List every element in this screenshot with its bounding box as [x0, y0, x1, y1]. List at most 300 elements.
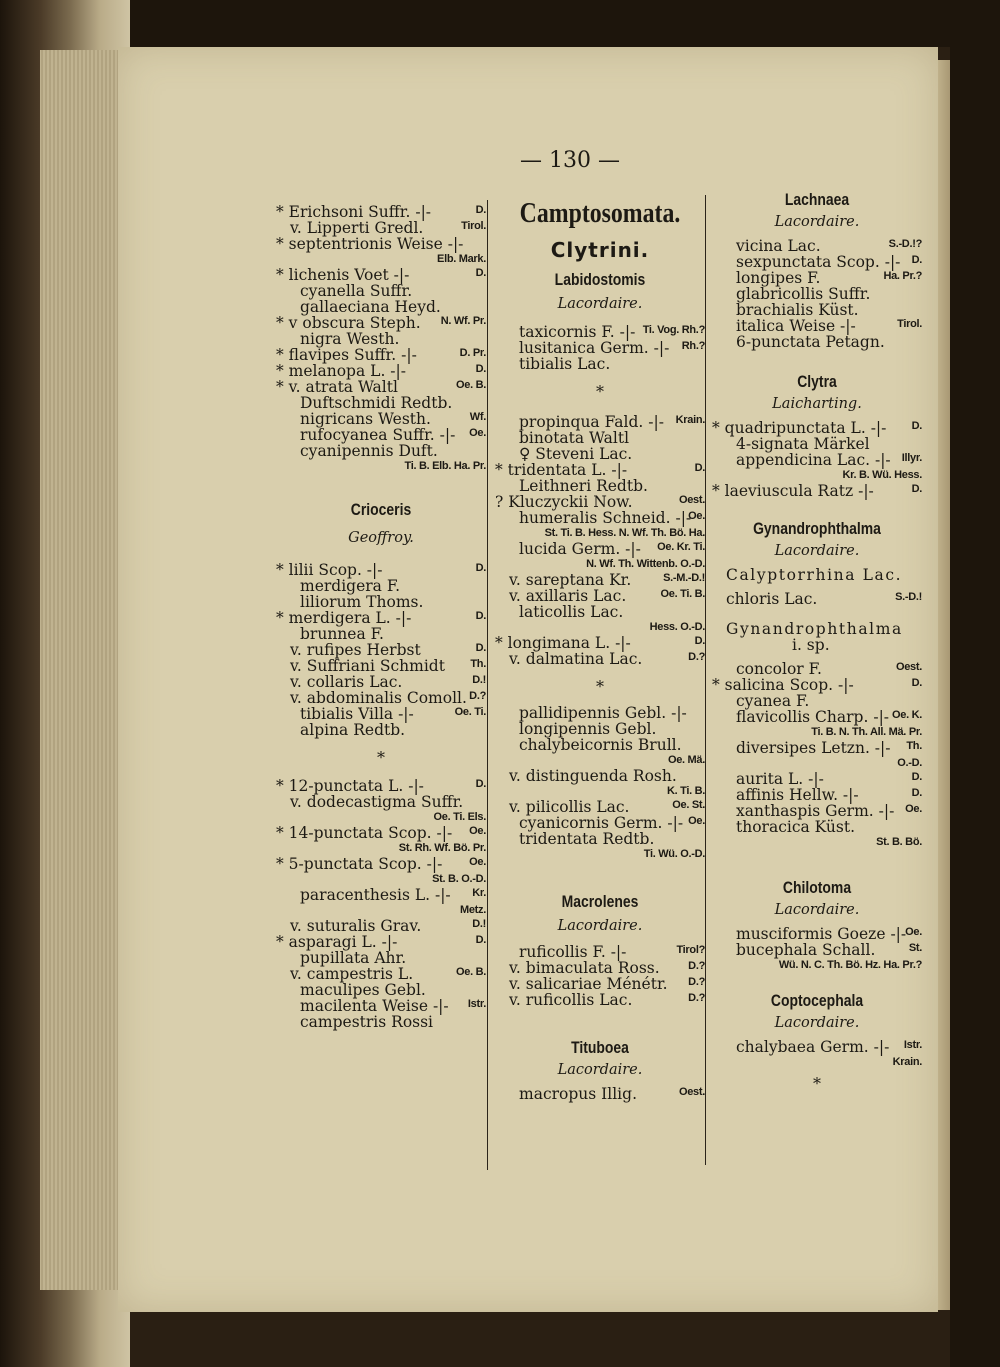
page-number: — 130 — — [520, 148, 620, 173]
column-3 — [712, 190, 922, 1092]
page-edge — [938, 60, 950, 1310]
species-name: cyanea F. — [736, 692, 810, 710]
locality: Wf. — [469, 411, 486, 423]
species-list — [712, 238, 922, 350]
species-name: glabricollis Suffr. — [736, 285, 871, 303]
locality: D.? — [688, 960, 705, 972]
list-item — [495, 721, 705, 737]
list-item — [712, 803, 922, 819]
species-name: macilenta Weise -|- — [300, 997, 449, 1015]
genus-heading: Macrolenes — [561, 892, 639, 911]
species-name: v. axillaris Lac. — [509, 587, 627, 605]
locality: D. — [475, 934, 486, 946]
species-name: * merdigera L. -|- — [276, 609, 412, 627]
species-name: longipes F. — [736, 269, 821, 287]
locality: S.-M.-D.! — [663, 572, 705, 584]
species-name: chalybaea Germ. -|- — [736, 1038, 890, 1056]
species-name: pallidipennis Gebl. -|- — [519, 704, 687, 722]
locality: Tirol. — [897, 318, 922, 330]
species-name: alpina Redtb. — [300, 721, 406, 739]
species-name: laticollis Lac. — [519, 603, 624, 621]
species-name: cyanipennis Duft. — [300, 442, 438, 460]
list-item — [276, 578, 486, 594]
section-separator: * — [596, 382, 604, 401]
locality: D. — [911, 254, 922, 266]
section-title: Camptosomata. — [519, 198, 681, 229]
list-item — [495, 705, 705, 721]
species-name: * longimana L. -|- — [495, 634, 631, 652]
species-name: appendicina Lac. -|- — [736, 451, 891, 469]
species-name: musciformis Goeze -|- — [736, 925, 907, 943]
species-name: campestris Rossi — [300, 1013, 434, 1031]
locality: St. Rh. Wf. Bö. Pr. — [398, 842, 486, 854]
list-item — [276, 267, 486, 283]
species-list — [276, 204, 486, 474]
locality: D.! — [472, 674, 486, 686]
background-top — [0, 0, 1000, 47]
list-item — [712, 771, 922, 787]
list-item — [495, 414, 705, 430]
list-item — [276, 825, 486, 841]
species-name: v. collaris Lac. — [290, 673, 403, 691]
list-item: Gynandrophthalma — [726, 620, 903, 638]
species-name: Leithneri Redtb. — [519, 477, 648, 495]
locality: D. — [911, 677, 922, 689]
locality: Oest. — [678, 1086, 705, 1098]
species-name: chloris Lac. — [726, 590, 818, 608]
list-item — [712, 942, 922, 958]
list-item — [495, 340, 705, 356]
locality: Hess. O.-D. — [649, 621, 705, 633]
genus-heading: Chilotoma — [782, 878, 852, 897]
list-item — [712, 318, 922, 334]
list-item — [276, 674, 486, 690]
locality: Ti. Vog. Rh.? — [642, 324, 705, 336]
list-item — [712, 591, 922, 607]
genus-heading: Lachnaea — [784, 190, 850, 209]
list-item — [712, 238, 922, 254]
species-name: ruficollis F. -|- — [519, 943, 627, 961]
list-item — [495, 737, 705, 753]
species-list — [712, 1039, 922, 1070]
list-item — [712, 452, 922, 468]
list-item — [495, 510, 705, 526]
column-rule-2 — [705, 195, 706, 1165]
locality: D. — [475, 363, 486, 375]
species-name: v. bimaculata Ross. — [509, 959, 660, 977]
species-name: v. rufipes Herbst — [290, 641, 421, 659]
locality: Kr. — [472, 887, 486, 899]
genus-author: Lacordaire. — [557, 918, 643, 934]
locality: D. — [475, 204, 486, 216]
species-name: sexpunctata Scop. -|- — [736, 253, 901, 271]
species-name: brachialis Küst. — [736, 301, 859, 319]
species-name: * salicina Scop. -|- — [712, 676, 854, 694]
species-name: lusitanica Germ. -|- — [519, 339, 670, 357]
genus-author: Lacordaire. — [774, 543, 860, 559]
list-item — [712, 436, 922, 452]
species-name: * quadripunctata L. -|- — [712, 419, 887, 437]
list-item — [712, 1039, 922, 1055]
species-name: aurita L. -|- — [736, 770, 824, 788]
species-name: merdigera F. — [300, 577, 401, 595]
locality: Oe. Ti. — [454, 706, 486, 718]
genus-heading: Tituboea — [571, 1038, 629, 1057]
genus-heading: Crioceris — [350, 500, 412, 519]
species-name: 4-signata Märkel — [736, 435, 870, 453]
species-name: * septentrionis Weise -|- — [276, 235, 464, 253]
locality: Oe. — [469, 856, 486, 868]
list-item — [712, 270, 922, 286]
locality: Oe. B. — [456, 379, 486, 391]
locality: D.? — [688, 992, 705, 1004]
locality: Kr. B. Wü. Hess. — [842, 469, 922, 481]
species-name: chalybeicornis Brull. — [519, 736, 682, 754]
list-item — [276, 443, 486, 459]
column-rule-1 — [487, 200, 488, 1170]
list-item — [276, 395, 486, 411]
list-item — [276, 220, 486, 236]
list-item — [495, 356, 705, 372]
locality: Oe. Kr. Ti. — [657, 541, 705, 553]
list-item — [495, 324, 705, 340]
list-item — [712, 819, 922, 835]
list-item — [712, 420, 922, 436]
list-item — [495, 799, 705, 815]
species-name: brunnea F. — [300, 625, 384, 643]
list-item — [276, 315, 486, 331]
locality: D.? — [469, 690, 486, 702]
species-name: rufocyanea Suffr. -|- — [300, 426, 456, 444]
list-item — [712, 677, 922, 693]
background-right — [950, 0, 1000, 1367]
species-name: * lilii Scop. -|- — [276, 561, 383, 579]
species-name: v. ruficollis Lac. — [509, 991, 633, 1009]
species-name: tibialis Villa -|- — [300, 705, 414, 723]
list-item — [495, 635, 705, 651]
species-name: longipennis Gebl. — [519, 720, 657, 738]
list-item — [276, 204, 486, 220]
species-name: cyanella Suffr. — [300, 282, 413, 300]
list-item — [495, 831, 705, 847]
species-name: v. Suffriani Schmidt — [290, 657, 445, 675]
locality: Oe. — [469, 825, 486, 837]
genus-author: Lacordaire. — [557, 296, 643, 312]
species-name: liliorum Thoms. — [300, 593, 424, 611]
list-item — [276, 998, 486, 1014]
species-name: * lichenis Voet -|- — [276, 266, 410, 284]
species-name: flavicollis Charp. -|- — [736, 708, 890, 726]
locality: Oe. Ti. Els. — [433, 811, 486, 823]
species-name: gallaeciana Heyd. — [300, 298, 441, 316]
species-name: v. abdominalis Comoll. — [290, 689, 467, 707]
list-item — [276, 562, 486, 578]
list-item — [276, 950, 486, 966]
locality: Rh.? — [681, 340, 705, 352]
locality: Oe. — [688, 510, 705, 522]
species-name: paracenthesis L. -|- — [300, 886, 451, 904]
species-name: nigricans Westh. — [300, 410, 431, 428]
species-name: affinis Hellw. -|- — [736, 786, 859, 804]
list-item — [276, 658, 486, 674]
species-name: tridentata Redtb. — [519, 830, 655, 848]
species-name: macropus Illig. — [519, 1085, 637, 1103]
locality: D. — [475, 267, 486, 279]
species-name: * v obscura Steph. — [276, 314, 421, 332]
species-name: italica Weise -|- — [736, 317, 856, 335]
locality: D. — [911, 483, 922, 495]
species-name: vicina Lac. — [736, 237, 821, 255]
locality: Ti. B. N. Th. All. Mä. Pr. — [811, 726, 922, 738]
species-name: diversipes Letzn. -|- — [736, 739, 891, 757]
locality: O.-D. — [897, 757, 922, 769]
list-item — [712, 709, 922, 725]
list-item — [276, 887, 486, 903]
list-item — [276, 236, 486, 252]
species-name: * v. atrata Waltl — [276, 378, 398, 396]
list-item — [495, 446, 705, 462]
section-separator: * — [596, 677, 604, 696]
species-name: humeralis Schneid. -|- — [519, 509, 692, 527]
list-item — [276, 610, 486, 626]
locality: Oe. Ti. B. — [660, 588, 705, 600]
locality: Wü. N. C. Th. Bö. Hz. Ha. Pr.? — [778, 959, 922, 971]
locality: Oe. — [469, 427, 486, 439]
locality: Tirol? — [676, 944, 705, 956]
locality: Oest. — [895, 661, 922, 673]
species-name: * tridentata L. -|- — [495, 461, 628, 479]
species-name: 6-punctata Petagn. — [736, 333, 885, 351]
locality: Tirol. — [461, 220, 486, 232]
column-2 — [495, 198, 705, 1102]
locality: Oe. — [688, 815, 705, 827]
species-list — [495, 324, 705, 372]
locality: S.-D.! — [895, 591, 922, 603]
locality: D. — [911, 787, 922, 799]
species-name: * laeviuscula Ratz -|- — [712, 482, 874, 500]
genus-author: Lacordaire. — [774, 214, 860, 230]
locality: Krain. — [675, 414, 705, 426]
list-item — [495, 768, 705, 784]
species-name: v. sareptana Kr. — [509, 571, 632, 589]
locality: St. B. Bö. — [876, 836, 922, 848]
locality: S.-D.!? — [888, 238, 922, 250]
locality: Ha. Pr.? — [883, 270, 922, 282]
list-item — [276, 1014, 486, 1030]
list-item — [712, 286, 922, 302]
locality: Istr. — [903, 1039, 922, 1051]
list-item — [712, 740, 922, 756]
locality: Istr. — [467, 998, 486, 1010]
species-name: maculipes Gebl. — [300, 981, 426, 999]
genus-author: Lacordaire. — [774, 1015, 860, 1031]
species-name: * flavipes Suffr. -|- — [276, 346, 417, 364]
locality: Elb. Mark. — [437, 253, 486, 265]
locality: D. Pr. — [459, 347, 486, 359]
list-item — [276, 982, 486, 998]
species-name: binotata Waltl — [519, 429, 630, 447]
species-name: v. suturalis Grav. — [290, 917, 422, 935]
species-name: propinqua Fald. -|- — [519, 413, 664, 431]
list-item — [495, 1086, 705, 1102]
species-name: v. campestris L. — [290, 965, 414, 983]
species-name: v. dodecastigma Suffr. — [290, 793, 464, 811]
list-item — [276, 934, 486, 950]
list-item — [495, 478, 705, 494]
species-list — [712, 661, 922, 850]
locality: Oe. Mä. — [667, 754, 705, 766]
tribe-heading: Clytrini. — [550, 238, 650, 262]
locality: D. — [475, 610, 486, 622]
species-list — [495, 414, 705, 667]
list-item — [495, 494, 705, 510]
locality: D.? — [688, 651, 705, 663]
list-item — [712, 302, 922, 318]
species-name: concolor F. — [736, 660, 822, 678]
list-item — [495, 960, 705, 976]
locality: K. Ti. B. — [666, 785, 705, 797]
species-list — [276, 562, 486, 738]
list-item — [712, 693, 922, 709]
species-name: * melanopa L. -|- — [276, 362, 406, 380]
genus-author: Laicharting. — [772, 396, 862, 412]
list-item — [276, 794, 486, 810]
locality: Ti. B. Elb. Ha. Pr. — [404, 460, 486, 472]
species-list — [495, 705, 705, 862]
list-item — [495, 976, 705, 992]
list-item — [276, 594, 486, 610]
list-item — [276, 918, 486, 934]
list-item — [276, 331, 486, 347]
list-item — [276, 626, 486, 642]
list-item — [276, 363, 486, 379]
locality: D.? — [688, 976, 705, 988]
locality: Krain. — [892, 1056, 922, 1068]
list-item — [276, 778, 486, 794]
species-name: cyanicornis Germ. -|- — [519, 814, 684, 832]
list-item — [495, 604, 705, 620]
species-name: xanthaspis Germ. -|- — [736, 802, 895, 820]
species-name: bucephala Schall. — [736, 941, 876, 959]
locality: Th. — [906, 740, 922, 752]
locality: D. — [475, 562, 486, 574]
section-separator: * — [377, 748, 385, 767]
list-item — [495, 588, 705, 604]
list-item — [712, 926, 922, 942]
list-item — [495, 944, 705, 960]
locality: St. B. O.-D. — [432, 873, 486, 885]
list-item: i. sp. — [792, 636, 830, 654]
locality: Oe. K. — [892, 709, 922, 721]
list-item — [495, 992, 705, 1008]
species-name: thoracica Küst. — [736, 818, 856, 836]
species-name: * Erichsoni Suffr. -|- — [276, 203, 432, 221]
locality: Illyr. — [901, 452, 922, 464]
species-name: * asparagi L. -|- — [276, 933, 398, 951]
locality: St. — [908, 942, 922, 954]
genus-heading: Gynandrophthalma — [753, 519, 881, 538]
list-item — [712, 334, 922, 350]
locality: D.! — [472, 918, 486, 930]
list-item — [712, 483, 922, 499]
list-item — [276, 411, 486, 427]
species-name: Duftschmidi Redtb. — [300, 394, 453, 412]
genus-author: Lacordaire. — [774, 902, 860, 918]
species-name: v. distinguenda Rosh. — [509, 767, 677, 785]
species-name: v. salicariae Ménétr. — [509, 975, 668, 993]
locality: D. — [475, 642, 486, 654]
species-name: * 5-punctata Scop. -|- — [276, 855, 443, 873]
list-item — [276, 347, 486, 363]
species-name: lucida Germ. -|- — [519, 540, 641, 558]
species-list — [712, 420, 922, 499]
locality: N. Wf. Th. Wittenb. O.-D. — [586, 558, 705, 570]
list-item — [495, 541, 705, 557]
locality: D. — [475, 778, 486, 790]
species-name: ? Kluczyckii Now. — [495, 493, 633, 511]
list-item — [495, 815, 705, 831]
list-item — [276, 706, 486, 722]
locality: Oe. — [905, 803, 922, 815]
locality: Th. — [470, 658, 486, 670]
list-item — [276, 379, 486, 395]
locality: Oest. — [678, 494, 705, 506]
locality: D. — [694, 635, 705, 647]
species-name: pupillata Ahr. — [300, 949, 407, 967]
locality: N. Wf. Pr. — [440, 315, 486, 327]
genus-heading: Clytra — [797, 372, 837, 391]
species-list — [712, 926, 922, 973]
list-item — [495, 462, 705, 478]
column-1 — [276, 204, 486, 1030]
list-item — [276, 856, 486, 872]
list-item — [712, 787, 922, 803]
species-name: ♀ Steveni Lac. — [519, 445, 633, 463]
locality: Metz. — [459, 904, 486, 916]
species-name: nigra Westh. — [300, 330, 400, 348]
species-list — [495, 944, 705, 1008]
locality: Oe. — [905, 926, 922, 938]
section-separator: * — [813, 1074, 821, 1093]
species-list — [276, 778, 486, 1030]
species-name: v. dalmatina Lac. — [509, 650, 643, 668]
genus-author: Lacordaire. — [557, 1062, 643, 1078]
list-item — [276, 722, 486, 738]
list-item — [495, 651, 705, 667]
list-item — [712, 661, 922, 677]
list-item: Calyptorrhina Lac. — [726, 566, 903, 584]
locality: Oe. St. — [672, 799, 705, 811]
species-name: taxicornis F. -|- — [519, 323, 636, 341]
species-name: v. pilicollis Lac. — [509, 798, 630, 816]
locality: D. — [694, 462, 705, 474]
list-item — [276, 283, 486, 299]
species-name: tibialis Lac. — [519, 355, 611, 373]
locality: D. — [911, 771, 922, 783]
locality: Ti. Wü. O.-D. — [643, 848, 705, 860]
list-item — [276, 642, 486, 658]
locality: St. Ti. B. Hess. N. Wf. Th. Bö. Ha. — [544, 527, 705, 539]
list-item — [276, 966, 486, 982]
species-list — [495, 1086, 705, 1102]
species-name: * 14-punctata Scop. -|- — [276, 824, 453, 842]
locality: Oe. B. — [456, 966, 486, 978]
genus-heading: Labidostomis — [554, 270, 646, 289]
species-name: v. Lipperti Gredl. — [290, 219, 424, 237]
species-name: * 12-punctata L. -|- — [276, 777, 424, 795]
locality: D. — [911, 420, 922, 432]
list-item — [276, 427, 486, 443]
